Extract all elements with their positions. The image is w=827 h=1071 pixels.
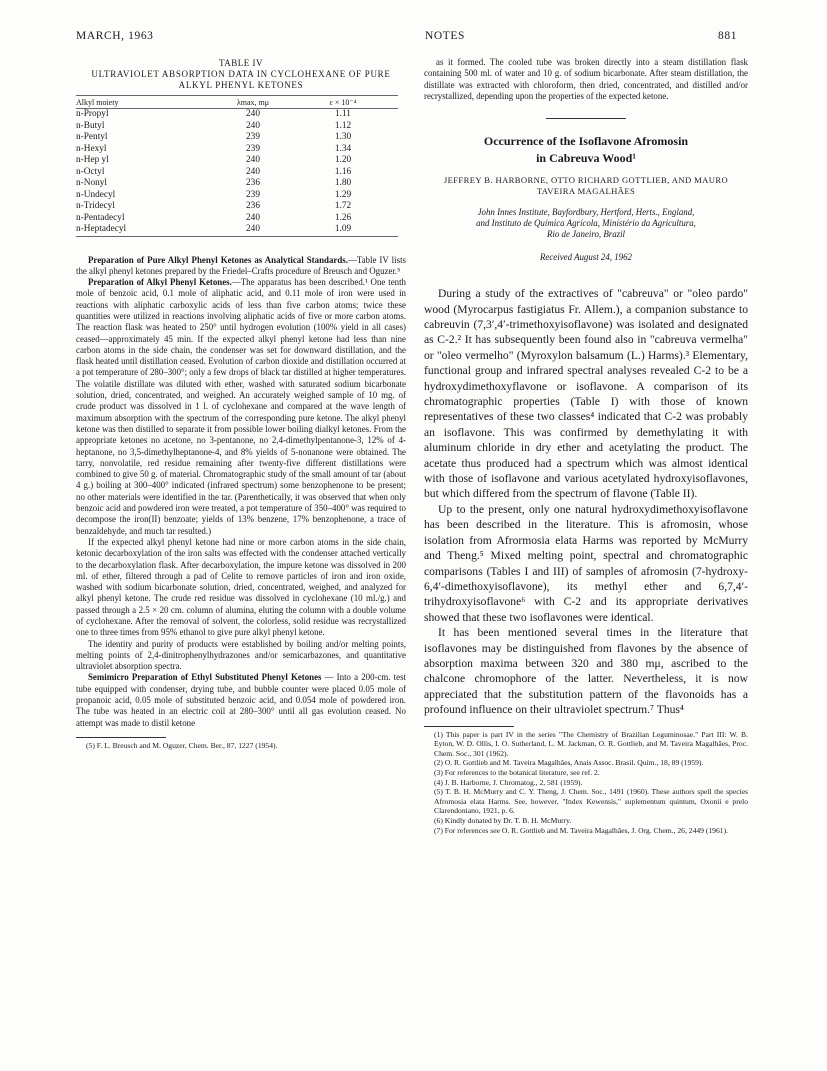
table-row [76,213,398,225]
body-paragraph: Up to the present, only one natural hydroxydimethoxyisoflavone has been described in the literature. This is afromosin, whose isolation from Afrormosia elata Harms was reported by McMurry and Theng.⁵ Mixed melting point, spectral and chromatographic comparisons (Tables I and III) of samples of afromosin (7-hydroxy-6,4′-dimethoxyisoflavone), its methyl ether and 6,7,4′-trihydroxyisoflavone⁶ with C-2 and its appropriate derivatives showed that these two isoflavones were identical. [424,502,748,624]
table-row [76,224,398,236]
table-caption: TABLE IV [218,58,264,68]
table-row [76,155,398,167]
table-cell: 239 [246,143,260,154]
table-cell: 240 [218,224,288,236]
table-row [76,144,398,156]
footnote: (3) For references to the botanical literature, see ref. 2. [434,767,600,777]
footnote: (4) J. B. Harborne, J. Chromatog., 2, 581 (1959). [434,777,583,787]
table-cell: n-Butyl [76,120,105,131]
table-cell: 240 [246,120,260,131]
table-cell: n-Nonyl [76,178,107,188]
affiliation-line: John Innes Institute, Bayfordbury, Hertford, Herts., England, [477,207,695,218]
paragraph-text: —Table IV lists the alkyl phenyl ketones prepared by the Friedel–Crafts procedure of Breusch and Oguzer.⁵ [76,254,406,276]
table-header-moiety: Alkyl moiety [76,96,218,109]
paragraph [76,672,406,728]
paragraph: as it formed. The cooled tube was broken directly into a steam distillation flask containing 500 ml. of water and 10 g. of sodium bicarbonate. After steam distillation, the distillate was extracted with chloroform, then dried, concentrated, and distilled and/or recrystallized, depending upon the properties of the expected ketone. [424,57,748,101]
table-row [76,109,398,121]
footnote: (6) Kindly donated by Dr. T. B. H. McMurry. [434,815,572,825]
article-authors [424,175,748,197]
run-in-heading: Semimicro Preparation of Ethyl Substituted Phenyl Ketones [88,672,322,683]
article-title-line: Occurrence of the Isoflavone Afromosin [483,134,689,149]
table-row [76,167,398,179]
table-cell: 1.12 [334,120,352,131]
table-cell: 1.80 [334,178,352,188]
article-title-line: in Cabreuva Wood¹ [536,151,636,166]
left-column [76,57,406,751]
paragraph-text: —The apparatus has been described.¹ One tenth mole of benzoic acid, 0.1 mole of aliphatic acid, and 0.11 mole of iron were used in reactions with aliphatic carboxylic acids of less than five carbon atoms; twice these quantities were utilized in reactions involving aliphatic acids of five or more carbon atoms. The reaction flask was heated to 250° until hydrogen evolution (100% yield in all cases) ceased—approximately 45 min. If the expected alkyl phenyl ketone had less than nine carbon atoms in the side chain, the condenser was set for downward distillation, and the flask heated until distillation ceased. Evolution of carbon dioxide and distillation occurred at a pot temperature of 280–300°; only a few drops of black tar distilled at higher temperatures. The volatile distillate was diluted with ether, washed with saturated sodium bicarbonate solution, dried, concentrated, and weighed. An accurately weighed sample of 10 mg. of crude product was dissolved in 1 l. of cyclohexane and compared at the wave length of maximum absorption with the spectrum of the corresponding pure ketone. The alkyl phenyl ketone was then distilled to separate it from possible lower boiling dialkyl ketones. From the appropriate ketones no acetone, no 3-pentanone, no 2,4-dimethylpentanone-3, 12% of 4-heptanone, no 3,5-dimethylheptanone-4, and 8% yields of 5-nonanone were obtained. The tarry, nonvolatile, red residue remaining after twenty-five different distillations were combined to give 50 g. of material. Chromatographic study of the small amount of tar (about 4 g.) boiling at 300–400° indicated (infrared spectrum) some benzophenone to be present; no other materials were identified in the tar. (Parenthetically, it was observed that when only benzoic acid and powdered iron were treated, a pot temperature of 350–400° was required to decompose the iron(II) benzoate; yields of 13% benzene, 17% benzophenone, a trace of benzaldehyde, and much tar resulted.) [76,277,406,536]
table-cell: n-Octyl [76,166,105,177]
table-cell: n-Pentadecyl [76,212,125,223]
table-cell: n-Hep yl [76,155,109,165]
table-cell: 240 [246,166,260,177]
table-cell: n-Hexyl [76,143,107,154]
table-cell: 240 [246,212,260,223]
footnote: (2) O. R. Gottlieb and M. Taveira Magalhães, Anais Assoc. Brasil. Quím., 18, 89 (1959). [434,758,704,768]
paragraph: If the expected alkyl phenyl ketone had nine or more carbon atoms in the side chain, ketonic decarboxylation of the iron salts was effected with the condenser attached vertically to the decarboxylation flask. After decarboxylation, the impure ketone was dissolved in 200 ml. of ether, filtered through a pad of Celite to remove particles of iron and iron oxide, washed with sodium bicarbonate solution, dried, concentrated, weighed, and analyzed for alkyl phenyl ketone. The crude red residue was dissolved in cyclohexane (10 ml./g.) and passed through a 2.5 × 20 cm. column of alumina, eluting the column with a double volume of cyclohexane. After the removal of solvent, the colorless, solid residue was recrystallized one to three times from 95% ethanol to give pure alkyl phenyl ketone. [76,536,406,638]
table-cell: 240 [246,155,260,165]
body-paragraph: During a study of the extractives of "cabreuva" or "oleo pardo" wood (Myrocarpus fastigiatus Fr. Allem.), a companion substance to cabreuvin (7,3′,4′-trimethoxyisoflavone) was isolated and designated as C-2.² It has subsequently been found also in "cabreuva vermelha" or "oleo vermelho" (Myroxylon balsamum (L.) Harms).³ Elementary, functional group and infrared spectral analyses revealed C-2 to be a hydroxydimethoxyflavone or isoflavone. A comparison of its chromatographic properties (Table I) with those of known representatives of these two classes⁴ indicated that C-2 was probably an isoflavone. This was confirmed by demethylating it with aluminum chloride in dry ether and acetylating the product. The acetate thus produced had a spectrum which was almost identical with those of isoflavone and various acetylated hydroxyisoflavones, but which differed from the spectrum of flavone (Table II). [424,287,748,501]
body-paragraph: It has been mentioned several times in the literature that isoflavones may be distinguished from flavones by the absence of absorption maxima between 320 and 380 mμ, ascribed to the chalcone chromophore of the latter. Nevertheless, it is now appreciated that the substitution pattern of the flavonoids has a profound influence on their ultraviolet spectrum.⁷ Thus⁴ [424,626,748,717]
right-column [424,57,748,835]
table-row [76,132,398,144]
footnote-rule [424,726,514,727]
table-header-epsilon: ε × 10⁻⁴ [288,96,398,109]
table-cell: 1.34 [334,143,352,154]
table-cell: 1.30 [334,132,352,142]
footnote: (7) For references see O. R. Gottlieb and M. Taveira Magalhães, J. Org. Chem., 26, 2449 (1961). [434,825,729,835]
affiliation-line: Rio de Janeiro, Brazil [546,229,626,240]
table-cell: 1.09 [288,224,398,236]
table-row [76,201,398,213]
authors-line: TAVEIRA MAGALHÃES [536,186,636,197]
article-title [424,133,748,167]
table-cell: 1.72 [334,201,352,211]
footnote-rule [76,737,166,738]
paragraph [76,277,406,537]
table-cell: n-Heptadecyl [76,224,218,236]
table-cell: 240 [246,109,260,119]
received-date: Received August 24, 1962 [539,252,632,263]
table-cell: 239 [246,189,260,200]
run-in-heading: Preparation of Pure Alkyl Phenyl Ketones as Analytical Standards. [88,254,348,265]
authors-line: JEFFREY B. HARBORNE, OTTO RICHARD GOTTLIEB, AND MAURO [443,175,729,186]
paragraph-text: — Into a 200-cm. test tube equipped with condenser, drying tube, and bubble counter were placed 0.05 mole of propanoic acid, 0.05 mole of substituted benzoic acid, and 0.054 mole of powdered iron. The tube was heated in an electric coil at 280–300° until all gas evolution ceased. No attempt was made to distil ketone [76,672,406,728]
affiliation-line: and Instituto de Química Agrícola, Ministério da Agricultura, [476,218,696,229]
table-cell: 1.16 [334,166,352,177]
table-cell: 236 [246,201,260,211]
footnote: (5) F. L. Breusch and M. Oguzer, Chem. Ber., 87, 1227 (1954). [86,740,278,750]
paragraph: The identity and purity of products were established by boiling and/or melting points, melting points of 2,4-dinitrophenylhydrazones and/or semicarbazones, and quantitative ultraviolet absorption spectra. [76,638,406,672]
article-affiliation [424,207,748,240]
footnote: (5) T. B. H. McMurry and C. Y. Theng, J. Chem. Soc., 1491 (1960). These authors spell the species Afromosia elata Harms. See, however, "Index Kewensis," suplementum quintum, Oxonii e prelo Clarendoniano, 1921, p. 6. [434,787,748,816]
table-cell: 236 [246,178,260,188]
table-title: ULTRAVIOLET ABSORPTION DATA IN CYCLOHEXANE OF PURE ALKYL PHENYL KETONES [91,69,391,90]
table-cell: 1.29 [334,189,352,200]
table-row [76,121,398,133]
running-head-date: MARCH, 1963 [76,30,154,42]
table-cell: n-Pentyl [76,132,108,142]
table-cell: 1.11 [335,109,351,119]
table-cell: n-Undecyl [76,189,116,200]
table-row [76,190,398,202]
table-header-lambda: λmax, mμ [218,96,288,109]
table-cell: 1.26 [334,212,352,223]
table-cell: n-Propyl [76,109,109,119]
table-cell: 1.20 [334,155,352,165]
uv-absorption-table [76,95,398,237]
run-in-heading: Preparation of Alkyl Phenyl Ketones. [88,277,232,288]
table-row [76,178,398,190]
running-head-section: NOTES [425,30,466,42]
paragraph [76,255,406,278]
footnote: (1) This paper is part IV in the series "The Chemistry of Brazilian Leguminosae." Part III: W. B. Eyton, W. D. Ollis, I. O. Sutherland, L. M. Jackman, O. R. Gottlieb, and M. Taveira Magalhães, Proc. Chem. Soc., 301 (1962). [434,729,748,758]
table-cell: 239 [246,132,260,142]
table-cell: n-Tridecyl [76,201,115,211]
page-number: 881 [718,30,738,42]
